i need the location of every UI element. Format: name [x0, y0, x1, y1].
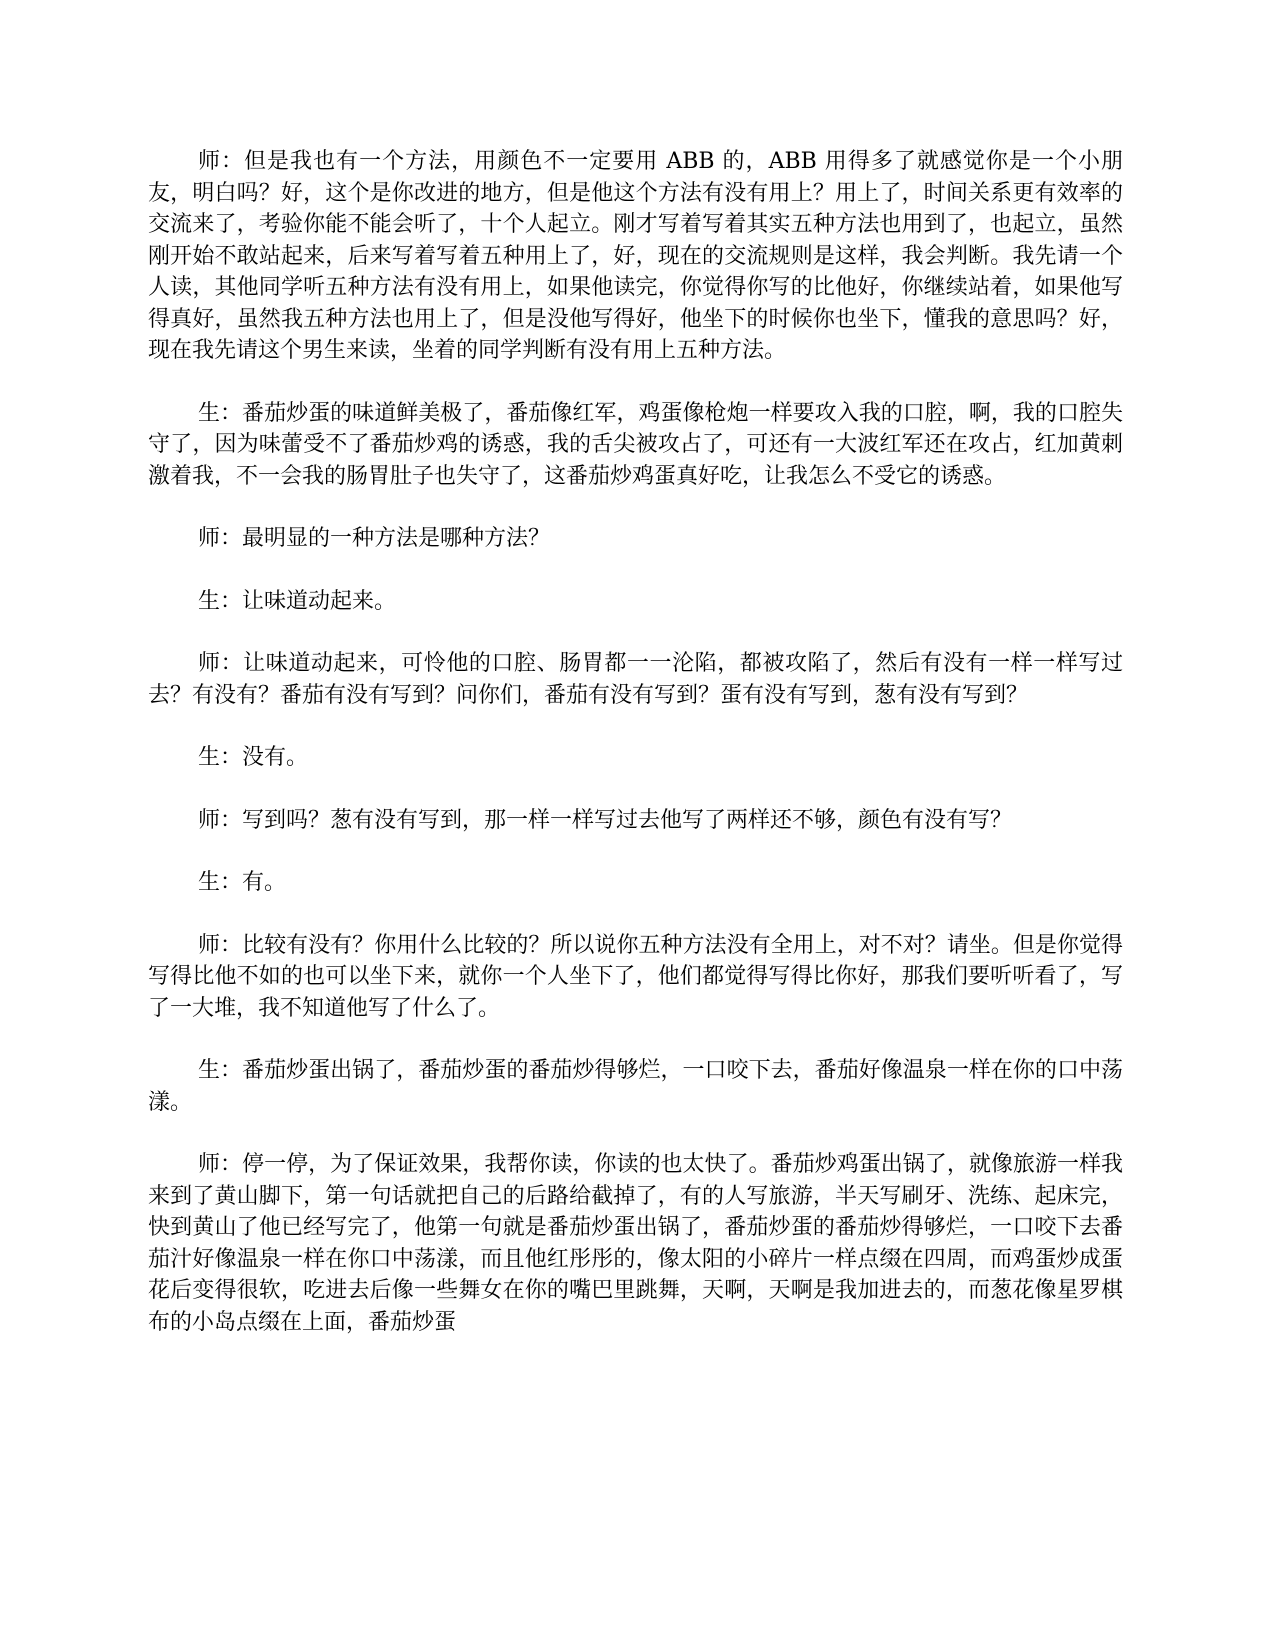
paragraph-4: 生：让味道动起来。: [198, 588, 397, 614]
paragraph-5: 师：让味道动起来，可怜他的口腔、肠胃都一一沦陷，都被攻陷了，然后有没有一样一样写过去？有没有？番茄有没有写到？问你们，番茄有没有写到？蛋有没有写到，葱有没有写到？: [148, 651, 1123, 708]
paragraph-1: 师：但是我也有一个方法，用颜色不一定要用 ABB 的，ABB 用得多了就感觉你是一个小朋友，明白吗？好，这个是你改进的地方，但是他这个方法有没有用上？用上了，时间关系更有效率的交流来了，考验你能不能会听了，十个人起立。刚才写着写着其实五种方法也用到了，也起立，虽然刚开始不敢站起来，后来写着写着五种用上了，好，现在的交流规则是这样，我会判断。我先请一个人读，其他同学听五种方法有没有用上，如果他读完，你觉得你写的比他好，你继续站着，如果他写得真好，虽然我五种方法也用上了，但是没他写得好，他坐下的时候你也坐下，懂我的意思吗？好，现在我先请这个男生来读，坐着的同学判断有没有用上五种方法。: [148, 149, 1123, 363]
paragraph-10: 生：番茄炒蛋出锅了，番茄炒蛋的番茄炒得够烂，一口咬下去，番茄好像温泉一样在你的口中荡漾。: [148, 1058, 1123, 1115]
paragraph-9: 师：比较有没有？你用什么比较的？所以说你五种方法没有全用上，对不对？请坐。但是你觉得写得比他不如的也可以坐下来，就你一个人坐下了，他们都觉得写得比你好，那我们要听听看了，写了一大堆，我不知道他写了什么了。: [148, 932, 1123, 1021]
paragraph-3: 师：最明显的一种方法是哪种方法？: [198, 526, 551, 551]
paragraph-2: 生：番茄炒蛋的味道鲜美极了，番茄像红军，鸡蛋像枪炮一样要攻入我的口腔，啊，我的口腔失守了，因为味蕾受不了番茄炒鸡的诱惑，我的舌尖被攻占了，可还有一大波红军还在攻占，红加黄刺激着我，不一会我的肠胃肚子也失守了，这番茄炒鸡蛋真好吃，让我怎么不受它的诱惑。: [148, 400, 1123, 489]
paragraph-6: 生：没有。: [198, 745, 309, 770]
paragraph-7: 师：写到吗？葱有没有写到，那一样一样写过去他写了两样还不够，颜色有没有写？: [198, 807, 1013, 833]
paragraph-11: 师：停一停，为了保证效果，我帮你读，你读的也太快了。番茄炒鸡蛋出锅了，就像旅游一样我来到了黄山脚下，第一句话就把自己的后路给截掉了，有的人写旅游，半天写刷牙、洗练、起床完，快到黄山了他已经写完了，他第一句就是番茄炒蛋出锅了，番茄炒蛋的番茄炒得够烂，一口咬下去番茄汁好像温泉一样在你口中荡漾，而且他红彤彤的，像太阳的小碎片一样点缀在四周，而鸡蛋炒成蛋花后变得很软，吃进去后像一些舞女在你的嘴巴里跳舞，天啊，天啊是我加进去的，而葱花像星罗棋布的小岛点缀在上面，番茄炒蛋: [148, 1152, 1123, 1335]
paragraph-8: 生：有。: [198, 870, 287, 895]
document-page: [148, 146, 1123, 1369]
